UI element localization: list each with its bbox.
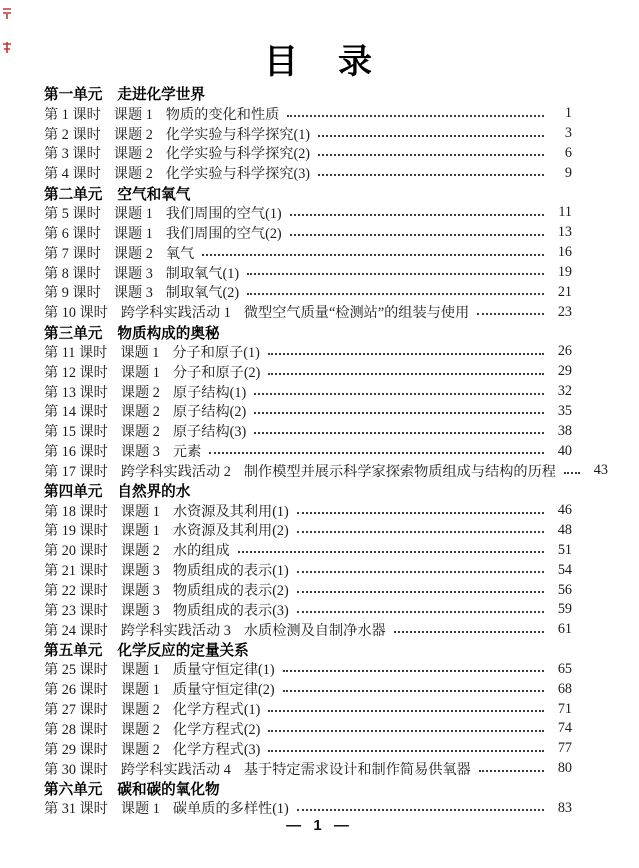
page-ref: 54: [557, 561, 572, 578]
toc-unit-row: [44, 640, 572, 660]
toc-lesson-row: [44, 441, 572, 461]
topic-label: 课题 3: [113, 285, 153, 302]
dot-leader: [297, 571, 544, 573]
lesson-title: 化学方程式(3): [172, 741, 261, 758]
lesson-label: 第 27 课时: [44, 702, 108, 719]
dot-leader: [297, 531, 544, 533]
lesson-label: 第 31 课时: [44, 801, 108, 818]
toc-lesson-row: [44, 699, 572, 719]
topic-label: 课题 2: [120, 702, 160, 719]
page-ref: 46: [557, 502, 572, 519]
lesson-label: 第 11 课时: [44, 344, 108, 361]
lesson-title: 质量守恒定律(1): [172, 662, 275, 679]
dot-leader: [318, 135, 544, 137]
unit-label: 第四单元: [44, 484, 103, 501]
lesson-label: 第 18 课时: [44, 503, 108, 520]
dot-leader: [287, 115, 544, 117]
lesson-label: 第 23 课时: [44, 602, 108, 619]
lesson-label: 第 9 课时: [44, 285, 101, 302]
lesson-label: 第 20 课时: [44, 543, 108, 560]
toc-lesson-row: [44, 263, 572, 283]
unit-title: 走进化学世界: [117, 87, 205, 104]
page-ref: 40: [557, 442, 572, 459]
dot-leader: [247, 293, 544, 295]
lesson-label: 第 16 课时: [44, 444, 108, 461]
dot-leader: [394, 631, 544, 633]
lesson-title: 我们周围的空气(2): [165, 225, 282, 242]
toc-lesson-row: [44, 104, 572, 124]
topic-label: 课题 2: [120, 543, 160, 560]
topic-label: 课题 3: [120, 563, 160, 580]
lesson-title: 水的组成: [172, 543, 230, 560]
unit-label: 第一单元: [44, 87, 103, 104]
page-footer: [0, 817, 639, 834]
lesson-label: 第 19 课时: [44, 523, 108, 540]
lesson-label: 第 14 课时: [44, 404, 108, 421]
lesson-title: 物质组成的表示(1): [172, 563, 289, 580]
lesson-label: 第 13 课时: [44, 384, 108, 401]
dot-leader: [283, 690, 544, 692]
unit-label: 第二单元: [44, 186, 103, 203]
dot-leader: [209, 452, 544, 454]
lesson-label: 第 17 课时: [44, 463, 108, 480]
toc-lesson-row: [44, 620, 572, 640]
page-ref: 43: [593, 462, 608, 479]
topic-label: 课题 2: [113, 146, 153, 163]
dot-leader: [290, 234, 544, 236]
lesson-title: 氧气: [165, 245, 195, 262]
topic-label: 课题 1: [120, 503, 160, 520]
toc-unit-row: [44, 481, 572, 501]
page-ref: 1: [564, 105, 572, 122]
dot-leader: [254, 432, 544, 434]
toc-lesson-row: [44, 759, 572, 779]
page-ref: 74: [557, 720, 572, 737]
lesson-title: 碳单质的多样性(1): [172, 801, 289, 818]
dot-leader: [283, 670, 544, 672]
page-ref: 23: [557, 303, 572, 320]
unit-title: 化学反应的定量关系: [117, 643, 249, 660]
topic-label: 课题 1: [113, 225, 153, 242]
toc-lesson-row: [44, 560, 572, 580]
dot-leader: [268, 750, 544, 752]
toc-lesson-row: [44, 282, 572, 302]
lesson-label: 第 12 课时: [44, 364, 108, 381]
topic-label: 课题 2: [120, 404, 160, 421]
lesson-label: 第 2 课时: [44, 126, 101, 143]
lesson-label: 第 8 课时: [44, 265, 101, 282]
lesson-title: 质量守恒定律(2): [172, 682, 275, 699]
dot-leader: [268, 730, 544, 732]
lesson-title: 水资源及其利用(2): [172, 523, 289, 540]
toc-lesson-row: [44, 203, 572, 223]
toc-lesson-row: [44, 521, 572, 541]
lesson-title: 水质检测及自制净水器: [243, 622, 386, 639]
page-ref: 26: [557, 343, 572, 360]
lesson-label: 第 5 课时: [44, 205, 101, 222]
toc-lesson-row: [44, 243, 572, 263]
topic-label: 课题 1: [113, 205, 153, 222]
topic-label: 课题 1: [120, 801, 160, 818]
lesson-title: 化学方程式(1): [172, 702, 261, 719]
page-ref: 11: [558, 204, 572, 221]
toc-list: [44, 84, 608, 818]
toc-lesson-row: [44, 739, 572, 759]
lesson-title: 微型空气质量“检测站”的组装与使用: [243, 305, 470, 322]
lesson-label: 第 24 课时: [44, 622, 108, 639]
lesson-title: 分子和原子(2): [172, 364, 261, 381]
page-ref: 38: [557, 422, 572, 439]
topic-label: 跨学科实践活动 3: [120, 622, 231, 639]
lesson-label: 第 21 课时: [44, 563, 108, 580]
page-ref: 61: [557, 621, 572, 638]
dot-leader: [247, 273, 544, 275]
page-title: 目 录: [264, 43, 375, 81]
lesson-label: 第 1 课时: [44, 106, 101, 123]
dot-leader: [477, 313, 544, 315]
page-ref: 68: [557, 680, 572, 697]
topic-label: 课题 2: [113, 126, 153, 143]
dot-leader: [268, 373, 544, 375]
dot-leader: [318, 154, 544, 156]
dot-leader: [564, 472, 580, 474]
lesson-title: 化学实验与科学探究(3): [165, 166, 311, 183]
topic-label: 课题 3: [120, 444, 160, 461]
toc-lesson-row: [44, 679, 572, 699]
unit-label: 第五单元: [44, 643, 103, 660]
page-ref: 71: [557, 700, 572, 717]
dot-leader: [254, 412, 544, 414]
folio-page-number: — 1 —: [286, 817, 353, 834]
lesson-label: 第 26 课时: [44, 682, 108, 699]
page-ref: 80: [557, 760, 572, 777]
page-ref: 32: [557, 383, 572, 400]
toc-lesson-row: [44, 580, 572, 600]
lesson-label: 第 6 课时: [44, 225, 101, 242]
dot-leader: [297, 611, 544, 613]
dot-leader: [297, 512, 544, 514]
toc-lesson-row: [44, 402, 572, 422]
dot-leader: [254, 393, 544, 395]
page-ref: 65: [557, 660, 572, 677]
page-ref: 35: [557, 402, 572, 419]
topic-label: 跨学科实践活动 4: [120, 761, 231, 778]
lesson-title: 物质组成的表示(3): [172, 602, 289, 619]
unit-title: 碳和碳的氧化物: [117, 781, 220, 798]
page-ref: 51: [557, 541, 572, 558]
topic-label: 课题 3: [120, 583, 160, 600]
toc-lesson-row: [44, 342, 572, 362]
toc-lesson-row: [44, 302, 572, 322]
page-ref: 6: [564, 144, 572, 161]
lesson-title: 元素: [172, 444, 202, 461]
toc-lesson-row: [44, 659, 572, 679]
toc-lesson-row: [44, 382, 572, 402]
topic-label: 课题 1: [120, 364, 160, 381]
lesson-label: 第 3 课时: [44, 146, 101, 163]
toc-lesson-row: [44, 600, 572, 620]
topic-label: 跨学科实践活动 2: [120, 463, 231, 480]
topic-label: 课题 1: [120, 344, 160, 361]
toc-lesson-row: [44, 362, 572, 382]
lesson-label: 第 22 课时: [44, 583, 108, 600]
lesson-label: 第 10 课时: [44, 305, 108, 322]
topic-label: 课题 3: [120, 602, 160, 619]
red-edge-mark-icon: [2, 7, 13, 20]
toc-lesson-row: [44, 461, 608, 481]
lesson-title: 化学实验与科学探究(2): [165, 146, 311, 163]
unit-title: 物质构成的奥秘: [117, 325, 220, 342]
lesson-label: 第 25 课时: [44, 662, 108, 679]
lesson-title: 制取氧气(1): [165, 265, 240, 282]
topic-label: 课题 2: [120, 741, 160, 758]
topic-label: 课题 2: [113, 245, 153, 262]
unit-label: 第六单元: [44, 781, 103, 798]
page-ref: 77: [557, 740, 572, 757]
lesson-title: 原子结构(3): [172, 424, 247, 441]
toc-lesson-row: [44, 163, 572, 183]
page-ref: 83: [557, 799, 572, 816]
lesson-title: 我们周围的空气(1): [165, 205, 282, 222]
toc-lesson-row: [44, 501, 572, 521]
dot-leader: [238, 551, 544, 553]
page-ref: 29: [557, 363, 572, 380]
topic-label: 课题 3: [113, 265, 153, 282]
page-ref: 13: [557, 224, 572, 241]
lesson-label: 第 28 课时: [44, 721, 108, 738]
topic-label: 课题 1: [120, 523, 160, 540]
topic-label: 课题 2: [113, 166, 153, 183]
page-ref: 48: [557, 521, 572, 538]
dot-leader: [297, 591, 544, 593]
dot-leader: [268, 353, 544, 355]
dot-leader: [479, 770, 544, 772]
lesson-label: 第 30 课时: [44, 761, 108, 778]
lesson-title: 原子结构(1): [172, 384, 247, 401]
toc-lesson-row: [44, 421, 572, 441]
toc-unit-row: [44, 183, 572, 203]
lesson-title: 化学方程式(2): [172, 721, 261, 738]
toc-lesson-row: [44, 124, 572, 144]
lesson-title: 物质的变化和性质: [165, 106, 280, 123]
lesson-title: 水资源及其利用(1): [172, 503, 289, 520]
lesson-title: 制作模型并展示科学家探索物质组成与结构的历程: [243, 463, 556, 480]
page-ref: 59: [557, 601, 572, 618]
topic-label: 课题 2: [120, 384, 160, 401]
dot-leader: [290, 214, 544, 216]
lesson-label: 第 29 课时: [44, 741, 108, 758]
toc-lesson-row: [44, 798, 572, 818]
toc-unit-row: [44, 84, 572, 104]
lesson-title: 化学实验与科学探究(1): [165, 126, 311, 143]
topic-label: 跨学科实践活动 1: [120, 305, 231, 322]
toc-unit-row: [44, 779, 572, 799]
dot-leader: [202, 254, 544, 256]
unit-title: 空气和氧气: [117, 186, 191, 203]
lesson-title: 原子结构(2): [172, 404, 247, 421]
unit-label: 第三单元: [44, 325, 103, 342]
toc-unit-row: [44, 322, 572, 342]
lesson-title: 制取氧气(2): [165, 285, 240, 302]
page-ref: 56: [557, 581, 572, 598]
lesson-label: 第 15 课时: [44, 424, 108, 441]
toc-lesson-row: [44, 144, 572, 164]
page-ref: 9: [564, 164, 572, 181]
lesson-title: 基于特定需求设计和制作简易供氧器: [243, 761, 471, 778]
page-ref: 16: [557, 244, 572, 261]
page-ref: 3: [564, 125, 572, 142]
page-ref: 19: [557, 264, 572, 281]
page-ref: 21: [557, 283, 572, 300]
lesson-title: 分子和原子(1): [172, 344, 260, 361]
toc-lesson-row: [44, 719, 572, 739]
toc-lesson-row: [44, 540, 572, 560]
lesson-label: 第 7 课时: [44, 245, 101, 262]
topic-label: 课题 2: [120, 424, 160, 441]
lesson-label: 第 4 课时: [44, 166, 101, 183]
topic-label: 课题 1: [120, 682, 160, 699]
dot-leader: [268, 710, 544, 712]
lesson-title: 物质组成的表示(2): [172, 583, 289, 600]
topic-label: 课题 2: [120, 721, 160, 738]
unit-title: 自然界的水: [117, 484, 191, 501]
toc-lesson-row: [44, 223, 572, 243]
topic-label: 课题 1: [113, 106, 153, 123]
dot-leader: [297, 809, 544, 811]
topic-label: 课题 1: [120, 662, 160, 679]
dot-leader: [318, 174, 544, 176]
